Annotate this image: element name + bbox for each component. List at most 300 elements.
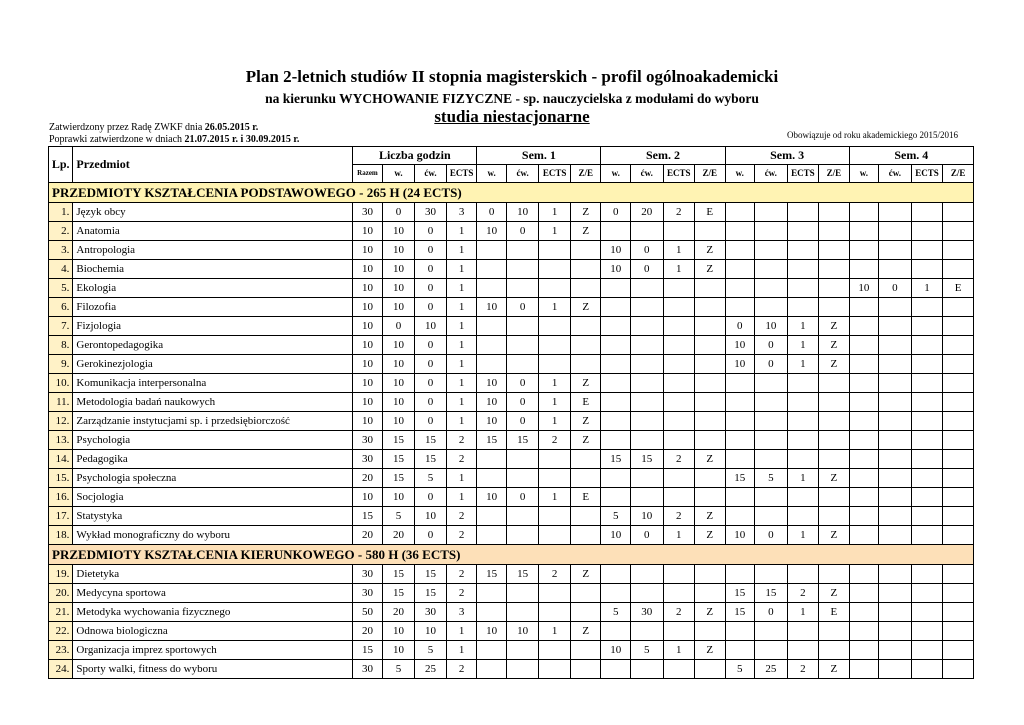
col-hours-ects: ECTS: [446, 165, 477, 183]
row-number: 19.: [49, 565, 73, 584]
sem3-cell: [787, 412, 819, 431]
col-hours-w: w.: [382, 165, 415, 183]
col-sem2-cw: ćw.: [630, 165, 663, 183]
hours-cell: 1: [446, 488, 477, 507]
sem4-cell: [911, 526, 943, 545]
sem3-cell: 1: [787, 336, 819, 355]
sem2-cell: [695, 279, 726, 298]
sem2-cell: [663, 565, 695, 584]
sem1-cell: [506, 469, 539, 488]
col-sem1-ze: Z/E: [570, 165, 601, 183]
sem1-cell: 10: [477, 374, 507, 393]
sem4-cell: [849, 622, 879, 641]
sem1-cell: [477, 260, 507, 279]
sem2-cell: [601, 412, 631, 431]
sem1-cell: Z: [570, 412, 601, 431]
sem2-cell: 0: [601, 203, 631, 222]
sem4-cell: [849, 431, 879, 450]
sem2-cell: 10: [601, 641, 631, 660]
sem3-cell: [725, 565, 755, 584]
sem1-cell: 1: [539, 488, 571, 507]
sem3-cell: 1: [787, 526, 819, 545]
sem4-cell: [879, 393, 912, 412]
hours-cell: 15: [415, 584, 447, 603]
sem3-cell: [787, 279, 819, 298]
sem1-cell: 0: [506, 298, 539, 317]
sem4-cell: [879, 488, 912, 507]
subject-name: Biochemia: [73, 260, 353, 279]
sem1-cell: [570, 660, 601, 679]
sem2-cell: [663, 469, 695, 488]
sem3-cell: [755, 431, 788, 450]
sem2-cell: [663, 279, 695, 298]
sem4-cell: 10: [849, 279, 879, 298]
hours-cell: 0: [415, 260, 447, 279]
sem2-cell: 1: [663, 241, 695, 260]
section-header-row: [49, 183, 974, 203]
sem3-cell: [755, 622, 788, 641]
sem3-cell: [819, 393, 850, 412]
section-title: PRZEDMIOTY KSZTAŁCENIA KIERUNKOWEGO - 580 H (36 ECTS): [49, 545, 974, 565]
sem4-cell: [879, 526, 912, 545]
row-number: 8.: [49, 336, 73, 355]
hours-cell: 15: [415, 450, 447, 469]
plan-body: [49, 183, 974, 679]
sem1-cell: Z: [570, 374, 601, 393]
hours-cell: 0: [415, 412, 447, 431]
sem1-cell: [506, 279, 539, 298]
sem4-cell: [849, 469, 879, 488]
hours-cell: 10: [382, 622, 415, 641]
hours-cell: 2: [446, 431, 477, 450]
sem4-cell: [943, 641, 974, 660]
sem2-cell: [663, 374, 695, 393]
sem4-cell: [849, 412, 879, 431]
sem4-cell: [879, 603, 912, 622]
sem2-cell: [695, 660, 726, 679]
sem4-cell: [943, 336, 974, 355]
table-row: [49, 393, 974, 412]
sem4-cell: [879, 374, 912, 393]
sem4-cell: [879, 584, 912, 603]
sem4-cell: [943, 241, 974, 260]
sem2-cell: [601, 355, 631, 374]
hours-cell: 1: [446, 355, 477, 374]
hours-cell: 30: [353, 450, 383, 469]
sem2-cell: 1: [663, 641, 695, 660]
sem4-cell: [911, 298, 943, 317]
sem4-cell: [849, 660, 879, 679]
sem1-cell: [506, 603, 539, 622]
sem2-cell: [601, 317, 631, 336]
sem2-cell: [663, 488, 695, 507]
sem3-cell: 0: [725, 317, 755, 336]
sem1-cell: [570, 603, 601, 622]
hours-cell: 10: [415, 507, 447, 526]
sem4-cell: [911, 241, 943, 260]
sem2-cell: [695, 584, 726, 603]
col-sem1-cw: ćw.: [506, 165, 539, 183]
hours-cell: 15: [415, 431, 447, 450]
hours-cell: 10: [415, 622, 447, 641]
sem3-cell: [755, 565, 788, 584]
sem1-cell: [477, 507, 507, 526]
sem2-cell: 10: [601, 526, 631, 545]
sem1-cell: 0: [506, 393, 539, 412]
sem2-cell: [630, 279, 663, 298]
sem4-cell: [943, 584, 974, 603]
subject-name: Dietetyka: [73, 565, 353, 584]
sem2-cell: [630, 374, 663, 393]
sem1-cell: 15: [477, 431, 507, 450]
hours-cell: 0: [415, 393, 447, 412]
sem4-cell: [879, 222, 912, 241]
subject-name: Metodologia badań naukowych: [73, 393, 353, 412]
sem3-cell: 0: [755, 603, 788, 622]
sem2-cell: [663, 622, 695, 641]
sem4-cell: [849, 203, 879, 222]
sem4-cell: [879, 660, 912, 679]
subject-name: Odnowa biologiczna: [73, 622, 353, 641]
table-row: [49, 222, 974, 241]
sem3-cell: [725, 203, 755, 222]
sem2-cell: 20: [630, 203, 663, 222]
sem1-cell: [477, 279, 507, 298]
sem4-cell: [943, 622, 974, 641]
sem3-cell: 15: [725, 603, 755, 622]
sem4-cell: [911, 450, 943, 469]
sem1-cell: 2: [539, 565, 571, 584]
subject-name: Filozofia: [73, 298, 353, 317]
sem1-cell: [506, 584, 539, 603]
sem1-cell: [539, 507, 571, 526]
sem3-cell: [819, 622, 850, 641]
hours-cell: 10: [353, 317, 383, 336]
sem3-cell: [819, 298, 850, 317]
subject-name: Wykład monograficzny do wyboru: [73, 526, 353, 545]
sem3-cell: 10: [755, 317, 788, 336]
hours-cell: 1: [446, 298, 477, 317]
hours-cell: 1: [446, 317, 477, 336]
col-sem2: Sem. 2: [601, 147, 725, 165]
sem2-cell: [630, 355, 663, 374]
sem2-cell: E: [695, 203, 726, 222]
sem3-cell: 0: [755, 355, 788, 374]
sem4-cell: [879, 355, 912, 374]
col-total: Razem: [353, 165, 383, 183]
table-row: [49, 241, 974, 260]
sem2-cell: 15: [601, 450, 631, 469]
row-number: 20.: [49, 584, 73, 603]
hours-cell: 1: [446, 469, 477, 488]
sem3-cell: 10: [725, 526, 755, 545]
sem2-cell: 2: [663, 203, 695, 222]
table-row: [49, 374, 974, 393]
sem2-cell: [663, 584, 695, 603]
hours-cell: 2: [446, 565, 477, 584]
hours-cell: 1: [446, 622, 477, 641]
sem3-cell: 15: [725, 469, 755, 488]
sem4-cell: [943, 526, 974, 545]
sem3-cell: [787, 260, 819, 279]
sem2-cell: 2: [663, 450, 695, 469]
sem3-cell: [787, 622, 819, 641]
col-sem4-ects: ECTS: [911, 165, 943, 183]
sem1-cell: [539, 260, 571, 279]
sem4-cell: [879, 565, 912, 584]
hours-cell: 15: [353, 641, 383, 660]
hours-cell: 30: [353, 660, 383, 679]
sem2-cell: [695, 393, 726, 412]
sem2-cell: [601, 584, 631, 603]
row-number: 7.: [49, 317, 73, 336]
col-lp: Lp.: [49, 147, 73, 183]
sem1-cell: [506, 260, 539, 279]
col-hours: Liczba godzin: [353, 147, 477, 165]
sem1-cell: 0: [506, 374, 539, 393]
sem4-cell: [849, 565, 879, 584]
sem1-cell: [477, 336, 507, 355]
row-number: 16.: [49, 488, 73, 507]
subject-name: Ekologia: [73, 279, 353, 298]
hours-cell: 1: [446, 336, 477, 355]
sem1-cell: Z: [570, 298, 601, 317]
table-row: [49, 603, 974, 622]
table-row: [49, 317, 974, 336]
sem1-cell: [506, 450, 539, 469]
hours-cell: 0: [415, 355, 447, 374]
sem2-cell: [695, 355, 726, 374]
sem1-cell: [570, 450, 601, 469]
col-hours-cw: ćw.: [415, 165, 447, 183]
sem1-cell: [570, 260, 601, 279]
hours-cell: 30: [353, 565, 383, 584]
sem4-cell: [911, 431, 943, 450]
sem4-cell: [849, 336, 879, 355]
hours-cell: 0: [382, 203, 415, 222]
sem4-cell: [849, 393, 879, 412]
hours-cell: 5: [382, 660, 415, 679]
sem3-cell: Z: [819, 336, 850, 355]
col-sem4: Sem. 4: [849, 147, 973, 165]
sem2-cell: 1: [663, 260, 695, 279]
sem3-cell: [819, 374, 850, 393]
sem3-cell: [755, 374, 788, 393]
sem1-cell: [570, 507, 601, 526]
sem2-cell: [695, 298, 726, 317]
sem1-cell: [477, 603, 507, 622]
sem2-cell: 2: [663, 603, 695, 622]
sem1-cell: [539, 641, 571, 660]
subject-name: Język obcy: [73, 203, 353, 222]
sem2-cell: [630, 336, 663, 355]
hours-cell: 30: [415, 603, 447, 622]
hours-cell: 10: [353, 355, 383, 374]
sem2-cell: 30: [630, 603, 663, 622]
hours-cell: 10: [382, 488, 415, 507]
subject-name: Psychologia: [73, 431, 353, 450]
approval-label: Zatwierdzony przez Radę ZWKF dnia: [49, 122, 205, 133]
sem3-cell: [819, 279, 850, 298]
sem1-cell: [539, 526, 571, 545]
sem2-cell: [601, 469, 631, 488]
sem3-cell: [787, 450, 819, 469]
col-sem3-ects: ECTS: [787, 165, 819, 183]
subject-name: Organizacja imprez sportowych: [73, 641, 353, 660]
sem2-cell: 5: [630, 641, 663, 660]
sem4-cell: [911, 222, 943, 241]
col-sem4-w: w.: [849, 165, 879, 183]
sem4-cell: [849, 374, 879, 393]
sem3-cell: [725, 222, 755, 241]
sem4-cell: [943, 260, 974, 279]
sem1-cell: 15: [477, 565, 507, 584]
sem1-cell: 1: [539, 374, 571, 393]
sem1-cell: [570, 641, 601, 660]
sem1-cell: [506, 660, 539, 679]
sem1-cell: [570, 526, 601, 545]
sem4-cell: [943, 355, 974, 374]
col-sem2-ects: ECTS: [663, 165, 695, 183]
col-sem3-cw: ćw.: [755, 165, 788, 183]
subject-name: Gerontopedagogika: [73, 336, 353, 355]
hours-cell: 10: [353, 374, 383, 393]
sem4-cell: [879, 298, 912, 317]
row-number: 21.: [49, 603, 73, 622]
hours-cell: 1: [446, 260, 477, 279]
hours-cell: 10: [353, 241, 383, 260]
hours-cell: 0: [415, 279, 447, 298]
sem4-cell: [879, 507, 912, 526]
sem1-cell: [570, 241, 601, 260]
sem2-cell: [663, 431, 695, 450]
sem4-cell: [879, 622, 912, 641]
sem4-cell: E: [943, 279, 974, 298]
sem4-cell: [911, 355, 943, 374]
sem1-cell: 1: [539, 393, 571, 412]
sem4-cell: [943, 393, 974, 412]
hours-cell: 10: [353, 298, 383, 317]
sem2-cell: 15: [630, 450, 663, 469]
hours-cell: 1: [446, 241, 477, 260]
sem1-cell: 10: [477, 412, 507, 431]
hours-cell: 10: [353, 222, 383, 241]
plan-title: Plan 2-letnich studiów II stopnia magisterskich - profil ogólnoakademicki: [245, 67, 779, 86]
hours-cell: 30: [353, 584, 383, 603]
sem4-cell: [849, 488, 879, 507]
sem2-cell: Z: [695, 450, 726, 469]
sem4-cell: [911, 412, 943, 431]
sem1-cell: 10: [477, 622, 507, 641]
subject-name: Socjologia: [73, 488, 353, 507]
sem4-cell: [911, 622, 943, 641]
sem3-cell: 0: [755, 526, 788, 545]
sem1-cell: [477, 317, 507, 336]
subject-name: Statystyka: [73, 507, 353, 526]
sem2-cell: [601, 660, 631, 679]
subject-name: Gerokinezjologia: [73, 355, 353, 374]
sem3-cell: [787, 374, 819, 393]
table-row: [49, 641, 974, 660]
subject-name: Komunikacja interpersonalna: [73, 374, 353, 393]
sem4-cell: [879, 260, 912, 279]
sem2-cell: [601, 279, 631, 298]
sem2-cell: [663, 298, 695, 317]
subject-name: Anatomia: [73, 222, 353, 241]
hours-cell: 10: [382, 260, 415, 279]
table-row: [49, 203, 974, 222]
sem2-cell: [601, 622, 631, 641]
sem2-cell: Z: [695, 526, 726, 545]
sem3-cell: [725, 241, 755, 260]
sem2-cell: [695, 222, 726, 241]
hours-cell: 10: [382, 641, 415, 660]
sem1-cell: [539, 603, 571, 622]
sem3-cell: [787, 507, 819, 526]
sem2-cell: [630, 622, 663, 641]
sem4-cell: [849, 603, 879, 622]
sem3-cell: 1: [787, 317, 819, 336]
hours-cell: 15: [382, 431, 415, 450]
row-number: 4.: [49, 260, 73, 279]
sem3-cell: [755, 488, 788, 507]
table-row: [49, 488, 974, 507]
sem1-cell: Z: [570, 622, 601, 641]
col-sem1: Sem. 1: [477, 147, 601, 165]
hours-cell: 0: [382, 317, 415, 336]
sem2-cell: [630, 488, 663, 507]
corrections-note: [49, 134, 299, 145]
sem3-cell: [725, 279, 755, 298]
sem3-cell: 1: [787, 603, 819, 622]
table-row: [49, 660, 974, 679]
sem2-cell: [601, 374, 631, 393]
hours-cell: 10: [382, 374, 415, 393]
sem1-cell: [477, 450, 507, 469]
approval-note: [49, 122, 258, 133]
sem1-cell: 0: [506, 222, 539, 241]
hours-cell: 10: [382, 412, 415, 431]
hours-cell: 1: [446, 222, 477, 241]
sem3-cell: Z: [819, 317, 850, 336]
sem3-cell: 15: [725, 584, 755, 603]
sem2-cell: 10: [630, 507, 663, 526]
sem1-cell: [539, 317, 571, 336]
sem3-cell: [819, 488, 850, 507]
hours-cell: 2: [446, 507, 477, 526]
table-row: [49, 279, 974, 298]
sem1-cell: Z: [570, 565, 601, 584]
sem1-cell: [477, 355, 507, 374]
sem1-cell: 10: [477, 298, 507, 317]
sem1-cell: [570, 469, 601, 488]
sem2-cell: [630, 412, 663, 431]
sem1-cell: [570, 317, 601, 336]
sem3-cell: Z: [819, 526, 850, 545]
sem1-cell: E: [570, 488, 601, 507]
sem4-cell: [911, 203, 943, 222]
row-number: 23.: [49, 641, 73, 660]
hours-cell: 30: [353, 431, 383, 450]
sem2-cell: [630, 431, 663, 450]
sem4-cell: [911, 641, 943, 660]
sem3-cell: [787, 393, 819, 412]
sem4-cell: [943, 317, 974, 336]
sem4-cell: [943, 412, 974, 431]
sem4-cell: [911, 660, 943, 679]
sem1-cell: 10: [477, 393, 507, 412]
sem3-cell: Z: [819, 469, 850, 488]
